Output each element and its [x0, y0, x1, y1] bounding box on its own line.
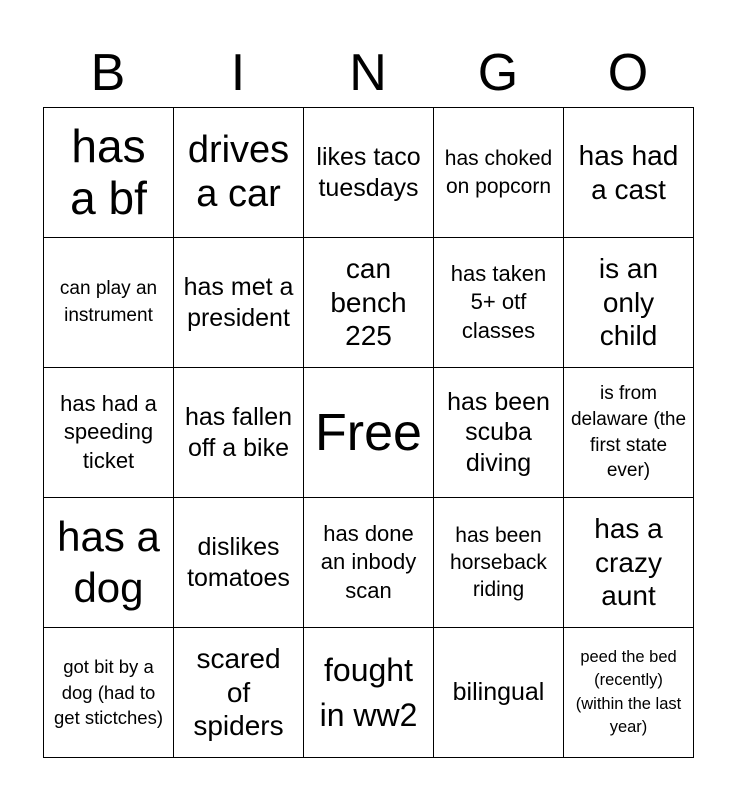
cell-text: has taken 5+ otf classes — [450, 260, 547, 343]
cell-text: fought in ww2 — [319, 651, 418, 733]
cell-text: has fallen off a bike — [184, 403, 293, 462]
bingo-cell[interactable] — [44, 498, 174, 628]
cell-text: has a bf — [70, 119, 147, 224]
bingo-cell[interactable] — [564, 368, 694, 498]
cell-text: got bit by a dog (had to get stictches) — [54, 656, 163, 729]
cell-text: can bench 225 — [330, 253, 407, 352]
bingo-cell[interactable] — [304, 628, 434, 758]
cell-text: has been scuba diving — [447, 387, 550, 477]
cell-text: has had a speeding ticket — [60, 390, 157, 473]
bingo-cell[interactable] — [44, 238, 174, 368]
bingo-cell[interactable] — [44, 108, 174, 238]
bingo-header — [43, 38, 693, 108]
bingo-cell[interactable] — [174, 628, 304, 758]
bingo-cell[interactable] — [434, 628, 564, 758]
cell-text: dislikes tomatoes — [187, 533, 290, 592]
cell-text: has met a president — [183, 273, 294, 332]
cell-text: is an only child — [598, 253, 659, 352]
header-letter-g: G — [477, 44, 519, 102]
cell-text: has done an inbody scan — [320, 520, 417, 603]
cell-text: can play an instrument — [59, 277, 158, 326]
bingo-cell[interactable] — [564, 498, 694, 628]
bingo-board — [43, 107, 694, 758]
cell-text: has choked on popcorn — [444, 147, 553, 198]
bingo-cell free-cell[interactable] — [304, 368, 434, 498]
cell-text: scared of spiders — [193, 643, 284, 742]
bingo-cell[interactable] — [174, 368, 304, 498]
cell-text: has been horseback riding — [450, 523, 547, 602]
bingo-cell[interactable] — [564, 238, 694, 368]
bingo-cell[interactable] — [44, 628, 174, 758]
bingo-cell[interactable] — [174, 108, 304, 238]
cell-text: bilingual — [452, 678, 545, 707]
header-letter-i: I — [230, 44, 246, 102]
bingo-cell[interactable] — [44, 368, 174, 498]
cell-text: peed the bed (recently) (within the last year) — [575, 648, 682, 736]
bingo-cell[interactable] — [434, 108, 564, 238]
bingo-cell[interactable] — [434, 498, 564, 628]
free-space-text: Free — [315, 403, 422, 462]
header-letter-b: B — [90, 44, 126, 102]
bingo-cell[interactable] — [174, 498, 304, 628]
bingo-cell[interactable] — [304, 238, 434, 368]
cell-text: is from delaware (the first state ever) — [570, 383, 687, 482]
bingo-cell[interactable] — [434, 238, 564, 368]
bingo-cell[interactable] — [564, 108, 694, 238]
bingo-cell[interactable] — [304, 108, 434, 238]
cell-text: has a dog — [57, 513, 160, 611]
bingo-cell[interactable] — [434, 368, 564, 498]
bingo-cell[interactable] — [564, 628, 694, 758]
cell-text: has a crazy aunt — [594, 513, 663, 612]
bingo-cell[interactable] — [304, 498, 434, 628]
cell-text: has had a cast — [578, 139, 679, 205]
header-letter-o: O — [607, 44, 649, 102]
cell-text: drives a car — [187, 128, 290, 215]
bingo-cell[interactable] — [174, 238, 304, 368]
header-letter-n: N — [349, 44, 387, 102]
cell-text: likes taco tuesdays — [316, 143, 421, 202]
